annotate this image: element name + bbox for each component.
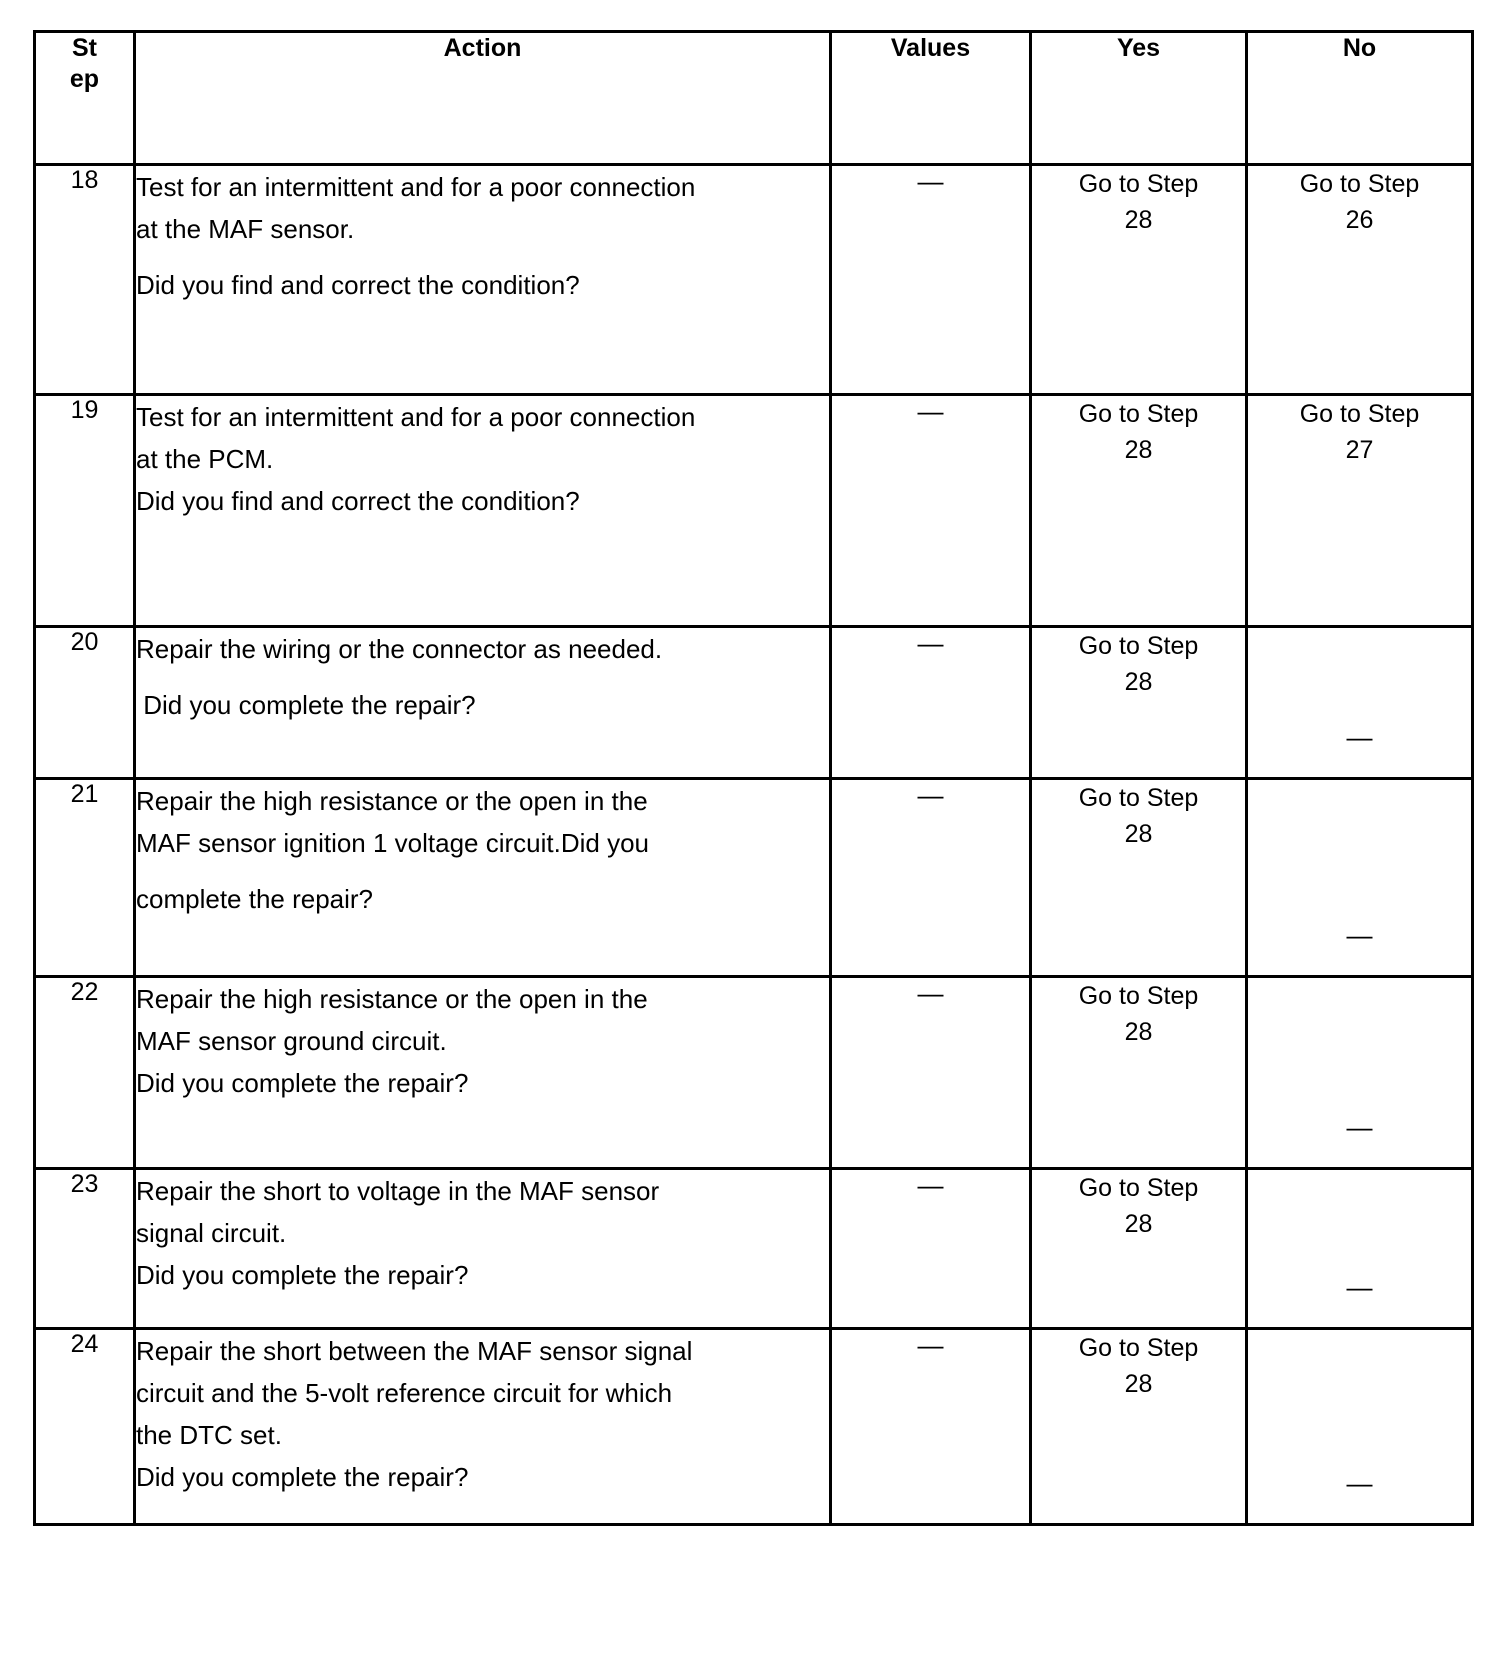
- cell-yes: [1031, 977, 1247, 1169]
- cell-step: [35, 1329, 135, 1525]
- values-text: —: [917, 1330, 944, 1360]
- action-line: signal circuit.: [136, 1218, 287, 1249]
- cell-action: [135, 779, 831, 977]
- action-line: at the MAF sensor.: [136, 214, 355, 245]
- cell-yes: [1031, 1329, 1247, 1525]
- column-header-step-line1: St: [72, 34, 97, 62]
- column-header-step: [35, 32, 135, 165]
- cell-yes: [1031, 779, 1247, 977]
- yes-line1: Go to Step: [1078, 982, 1199, 1010]
- cell-action: [135, 977, 831, 1169]
- no-line1: —: [1346, 1112, 1373, 1143]
- cell-values: [831, 395, 1031, 627]
- yes-line2: 28: [1124, 1210, 1153, 1239]
- cell-yes: [1031, 1169, 1247, 1329]
- table-header-row: [35, 32, 1473, 165]
- no-line1: —: [1346, 1468, 1373, 1499]
- action-line: the DTC set.: [136, 1420, 282, 1451]
- values-text: —: [917, 978, 944, 1008]
- no-line2: 27: [1345, 436, 1374, 465]
- diagnostic-steps-table: [33, 30, 1474, 1526]
- cell-no: [1247, 1169, 1473, 1329]
- table-row: [35, 165, 1473, 395]
- table-row: [35, 1169, 1473, 1329]
- step-number: 18: [70, 166, 99, 194]
- cell-step: [35, 165, 135, 395]
- column-header-step-line2: ep: [69, 65, 100, 94]
- action-line: Test for an intermittent and for a poor connection: [136, 402, 696, 432]
- values-text: —: [917, 166, 944, 196]
- action-line-spacer: [136, 670, 829, 684]
- no-line1: —: [1346, 920, 1373, 951]
- step-number: 19: [70, 396, 99, 424]
- table-body: [35, 165, 1473, 1525]
- action-line: Repair the wiring or the connector as needed.: [136, 634, 663, 664]
- cell-step: [35, 977, 135, 1169]
- column-header-action: Action: [135, 32, 831, 165]
- cell-no: [1247, 165, 1473, 395]
- action-line: Did you find and correct the condition?: [136, 270, 580, 301]
- cell-no: [1247, 395, 1473, 627]
- cell-values: [831, 1329, 1031, 1525]
- cell-no: [1247, 1329, 1473, 1525]
- action-line: Repair the short between the MAF sensor signal: [136, 1336, 693, 1366]
- yes-line1: Go to Step: [1078, 1334, 1199, 1362]
- cell-step: [35, 627, 135, 779]
- action-line: circuit and the 5-volt reference circuit for which: [136, 1378, 673, 1409]
- no-line1: —: [1346, 722, 1373, 753]
- action-line: MAF sensor ground circuit.: [136, 1026, 447, 1057]
- yes-line1: Go to Step: [1078, 1174, 1199, 1202]
- table-row: [35, 1329, 1473, 1525]
- step-number: 20: [70, 628, 99, 656]
- action-line-spacer: [136, 864, 829, 878]
- cell-no: [1247, 977, 1473, 1169]
- cell-yes: [1031, 395, 1247, 627]
- column-header-yes: Yes: [1031, 32, 1247, 165]
- table-row: [35, 627, 1473, 779]
- step-number: 22: [70, 978, 99, 1006]
- action-line: Repair the short to voltage in the MAF sensor: [136, 1176, 660, 1206]
- action-line: Test for an intermittent and for a poor connection: [136, 172, 696, 202]
- table-row: [35, 977, 1473, 1169]
- action-line: Did you complete the repair?: [136, 1068, 469, 1099]
- cell-step: [35, 1169, 135, 1329]
- cell-action: [135, 1329, 831, 1525]
- no-line1: —: [1346, 1272, 1373, 1303]
- yes-line1: Go to Step: [1078, 170, 1199, 198]
- action-line: Did you complete the repair?: [136, 690, 476, 721]
- cell-values: [831, 779, 1031, 977]
- values-text: —: [917, 1170, 944, 1200]
- action-line: MAF sensor ignition 1 voltage circuit.Did you: [136, 828, 650, 859]
- cell-action: [135, 627, 831, 779]
- yes-line2: 28: [1124, 820, 1153, 849]
- cell-step: [35, 395, 135, 627]
- values-text: —: [917, 628, 944, 658]
- cell-values: [831, 977, 1031, 1169]
- table-row: [35, 395, 1473, 627]
- yes-line1: Go to Step: [1078, 784, 1199, 812]
- no-line1: Go to Step: [1299, 400, 1420, 428]
- step-number: 23: [70, 1170, 99, 1198]
- action-line: Did you complete the repair?: [136, 1462, 469, 1493]
- yes-line2: 28: [1124, 1018, 1153, 1047]
- cell-action: [135, 1169, 831, 1329]
- action-line: Repair the high resistance or the open in the: [136, 984, 648, 1014]
- table-row: [35, 779, 1473, 977]
- action-line: complete the repair?: [136, 884, 374, 915]
- cell-action: [135, 165, 831, 395]
- cell-yes: [1031, 165, 1247, 395]
- cell-no: [1247, 779, 1473, 977]
- cell-action: [135, 395, 831, 627]
- action-line: Repair the high resistance or the open in the: [136, 786, 648, 816]
- action-line-spacer: [136, 250, 829, 264]
- column-header-no: No: [1247, 32, 1473, 165]
- action-line: Did you find and correct the condition?: [136, 486, 580, 517]
- column-header-values: Values: [831, 32, 1031, 165]
- no-line1: Go to Step: [1299, 170, 1420, 198]
- step-number: 21: [70, 780, 99, 808]
- cell-no: [1247, 627, 1473, 779]
- yes-line2: 28: [1124, 206, 1153, 235]
- cell-step: [35, 779, 135, 977]
- cell-values: [831, 627, 1031, 779]
- cell-values: [831, 1169, 1031, 1329]
- no-line2: 26: [1345, 206, 1374, 235]
- cell-values: [831, 165, 1031, 395]
- yes-line2: 28: [1124, 436, 1153, 465]
- yes-line1: Go to Step: [1078, 400, 1199, 428]
- step-number: 24: [70, 1330, 99, 1358]
- values-text: —: [917, 780, 944, 810]
- yes-line1: Go to Step: [1078, 632, 1199, 660]
- action-line: Did you complete the repair?: [136, 1260, 469, 1291]
- values-text: —: [917, 396, 944, 426]
- action-line: at the PCM.: [136, 444, 274, 475]
- yes-line2: 28: [1124, 668, 1153, 697]
- cell-yes: [1031, 627, 1247, 779]
- yes-line2: 28: [1124, 1370, 1153, 1399]
